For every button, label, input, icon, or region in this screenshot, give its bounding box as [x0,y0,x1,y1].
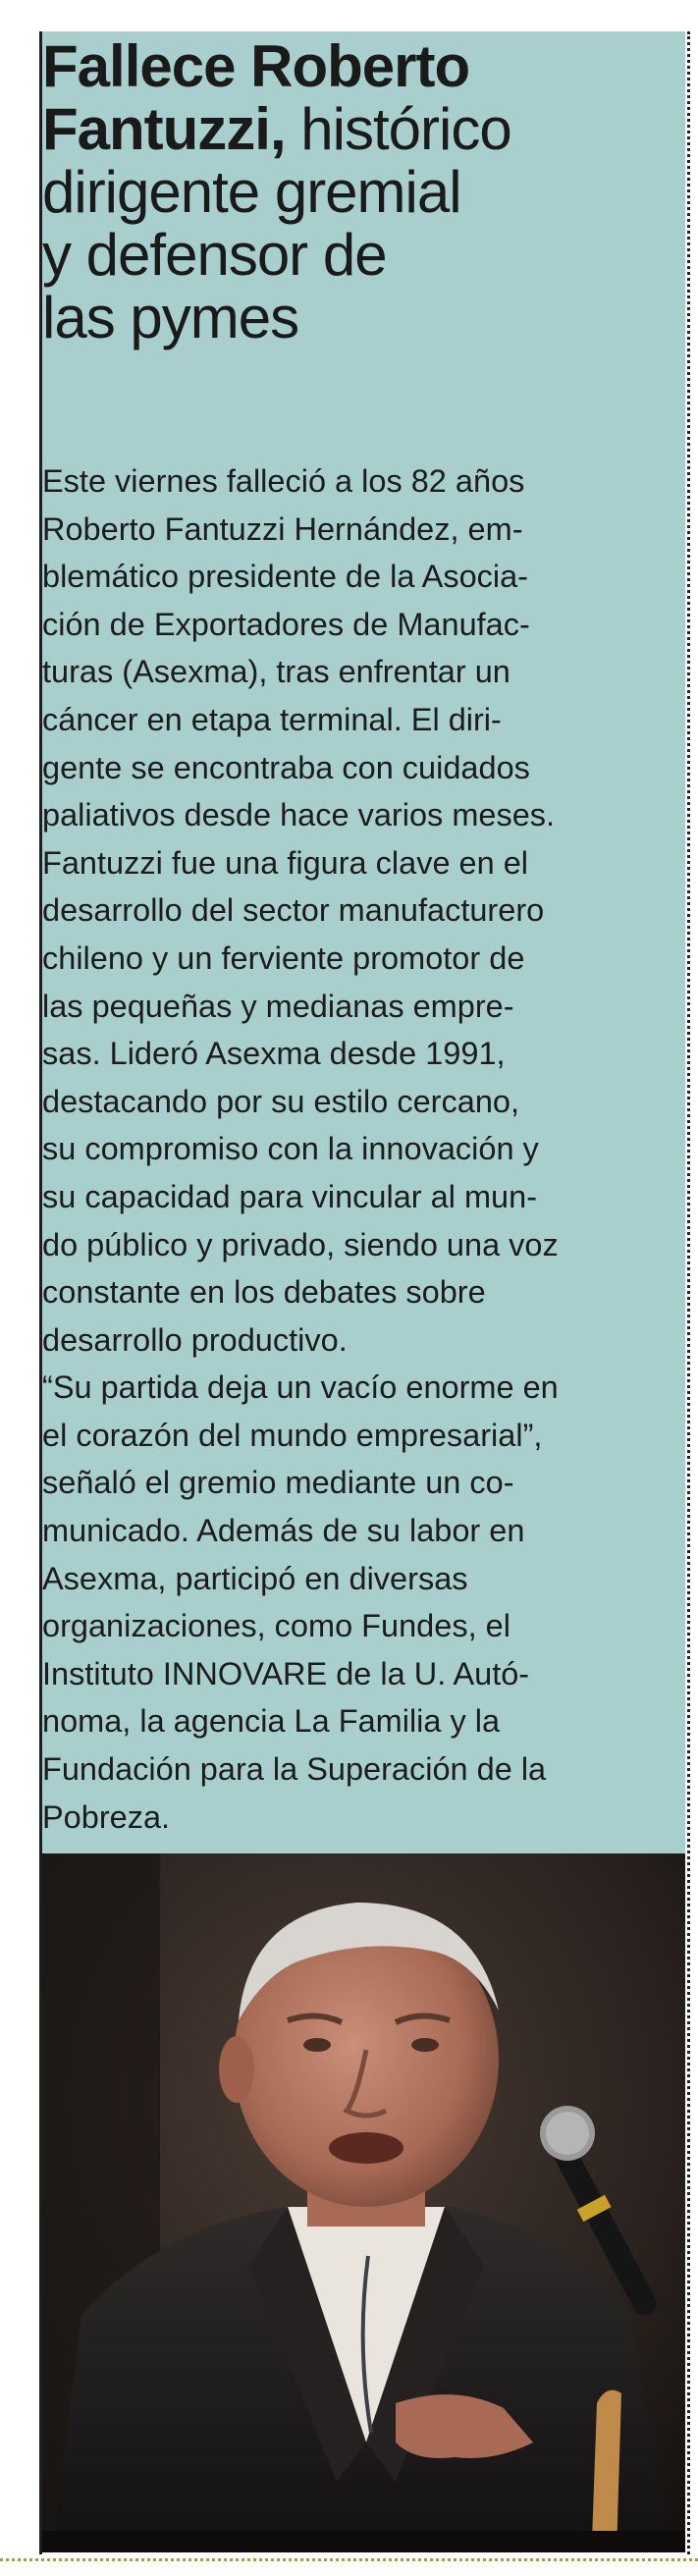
headline-line [42,98,661,161]
body-line: desarrollo productivo. [42,1321,348,1358]
body-line: paliativos desde hace varios meses. [42,797,556,833]
body-line: gente se encontraba con cuidados [42,749,530,785]
headline-line [42,161,661,224]
body-line: cáncer en etapa terminal. El diri- [42,701,502,737]
body-line: do público y privado, siendo una voz [42,1226,559,1262]
body-line: municado. Además de su labor en [42,1513,525,1549]
body-line: ción de Exportadores de Manufac- [42,606,530,642]
headline-regular-text: y defensor de [42,222,387,288]
body-line: organizaciones, como Fundes, el [42,1608,510,1644]
bottom-dotted-rule [0,2558,698,2561]
body-line: chileno y un ferviente promotor de [42,939,525,976]
body-line: su compromiso con la innovación y [42,1131,539,1167]
body-line: Roberto Fantuzzi Hernández, em- [42,510,523,547]
article-photo [42,1853,685,2552]
body-line: Asexma, participó en diversas [42,1560,468,1596]
body-line: turas (Asexma), tras enfrentar un [42,654,510,690]
body-line: Fantuzzi fue una figura clave en el [42,844,529,881]
article-body [42,457,643,1841]
body-line: Pobreza. [42,1798,171,1835]
body-line: desarrollo del sector manufacturero [42,892,545,929]
body-line: las pequeñas y medianas empre- [42,988,514,1024]
body-line: señaló el gremio mediante un co- [42,1465,514,1501]
body-line: constante en los debates sobre [42,1274,486,1311]
body-line: Este viernes falleció a los 82 años [42,463,525,499]
body-line: el corazón del mundo empresarial”, [42,1417,543,1453]
mouth [329,2132,403,2164]
body-line: Instituto INNOVARE de la U. Autó- [42,1655,530,1691]
headline-line [42,35,661,98]
body-line: “Su partida deja un vacío enorme en [42,1369,559,1406]
headline-line [42,287,661,349]
article-headline [42,35,661,349]
headline-regular-text: dirigente gremial [42,159,461,225]
right-dotted-rule [687,31,690,2554]
headline-line [42,224,661,287]
body-line: Fundación para la Superación de la [42,1751,547,1788]
body-line: noma, la agencia La Familia y la [42,1703,501,1740]
body-line: destacando por su estilo cercano, [42,1083,519,1119]
headline-regular-text: las pymes [42,285,299,350]
headline-bold-text: Fantuzzi, [42,96,286,162]
body-line: blemático presidente de la Asocia- [42,559,529,595]
headline-bold-text: Fallece Roberto [42,33,470,99]
body-line: sas. Lideró Asexma desde 1991, [42,1036,506,1072]
body-line: su capacidad para vincular al mun- [42,1178,538,1214]
portrait-illustration [42,1853,685,2552]
headline-regular-text: histórico [285,96,511,162]
